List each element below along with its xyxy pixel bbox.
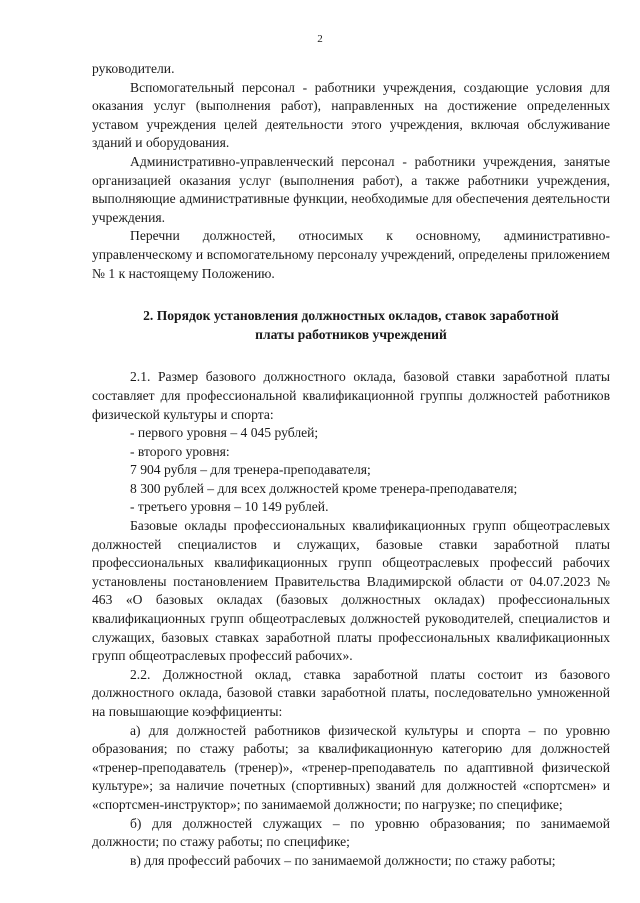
paragraph: Перечни должностей, относимых к основному, административно-управленческому и вспомогательному персоналу учреждений, определены приложением № 1 к настоящему Положению.	[92, 228, 610, 281]
page-number: 2	[317, 33, 323, 45]
paragraph: Вспомогательный персонал - работники учреждения, создающие условия для оказания услуг (выполнения работ), направленных на достижение определенных уставом учреждения целей деятельности этого учреждения, включая обслуживание зданий и оборудования.	[92, 79, 610, 151]
list-item: 8 300 рублей – для всех должностей кроме тренера-преподавателя;	[130, 480, 518, 496]
list-item: - третьего уровня – 10 149 рублей.	[130, 499, 329, 515]
list-item: - первого уровня – 4 045 рублей;	[130, 425, 319, 441]
list-item: б) для должностей служащих – по уровню образования; по занимаемой должности; по стажу работы; по специфике;	[92, 815, 610, 850]
document-body	[92, 60, 610, 870]
paragraph: руководители.	[92, 61, 175, 76]
list-item: а) для должностей работников физической культуры и спорта – по уровню образования; по стажу работы; за квалификационную категорию для должностей «тренер-преподаватель (тренер)», «тренер-преподаватель по адаптивной физической культуре»; за наличие почетных (спортивных) званий для должностей «спортсмен» и «спортсмен-инструктор»; по занимаемой должности; по нагрузке; по специфике;	[92, 722, 610, 812]
section-heading: 2. Порядок установления должностных окладов, ставок заработной платы работников учреждений	[143, 308, 559, 342]
list-item: в) для профессий рабочих – по занимаемой должности; по стажу работы;	[130, 852, 556, 868]
clause-intro: 2.2. Должностной оклад, ставка заработной платы состоит из базового должностного оклада, базовой ставки заработной платы, последовательно умноженной на повышающие коэффициенты:	[92, 666, 610, 719]
clause-intro: 2.1. Размер базового должностного оклада, базовой ставки заработной платы составляет для профессиональной квалификационной группы должностей работников физической культуры и спорта:	[92, 369, 610, 422]
paragraph: Административно-управленческий персонал - работники учреждения, занятые организацией оказания услуг (выполнения работ), а также работники учреждения, выполняющие административные функции, необходимые для обеспечения деятельности учреждения.	[92, 153, 610, 225]
list-item: - второго уровня:	[130, 443, 230, 459]
list-item: 7 904 рубля – для тренера-преподавателя;	[130, 462, 371, 478]
paragraph: Базовые оклады профессиональных квалификационных групп общеотраслевых должностей специалистов и служащих, базовые ставки заработной платы профессиональных квалификационных групп общеотраслевых профессий рабочих установлены постановлением Правительства Владимирской области от 04.07.2023 № 463 «О базовых окладах (базовых должностных окладах) профессиональных квалификационных групп общеотраслевых должностей руководителей, специалистов и служащих, базовых ставках заработной платы профессиональных квалификационных групп общеотраслевых профессий рабочих».	[92, 518, 610, 664]
